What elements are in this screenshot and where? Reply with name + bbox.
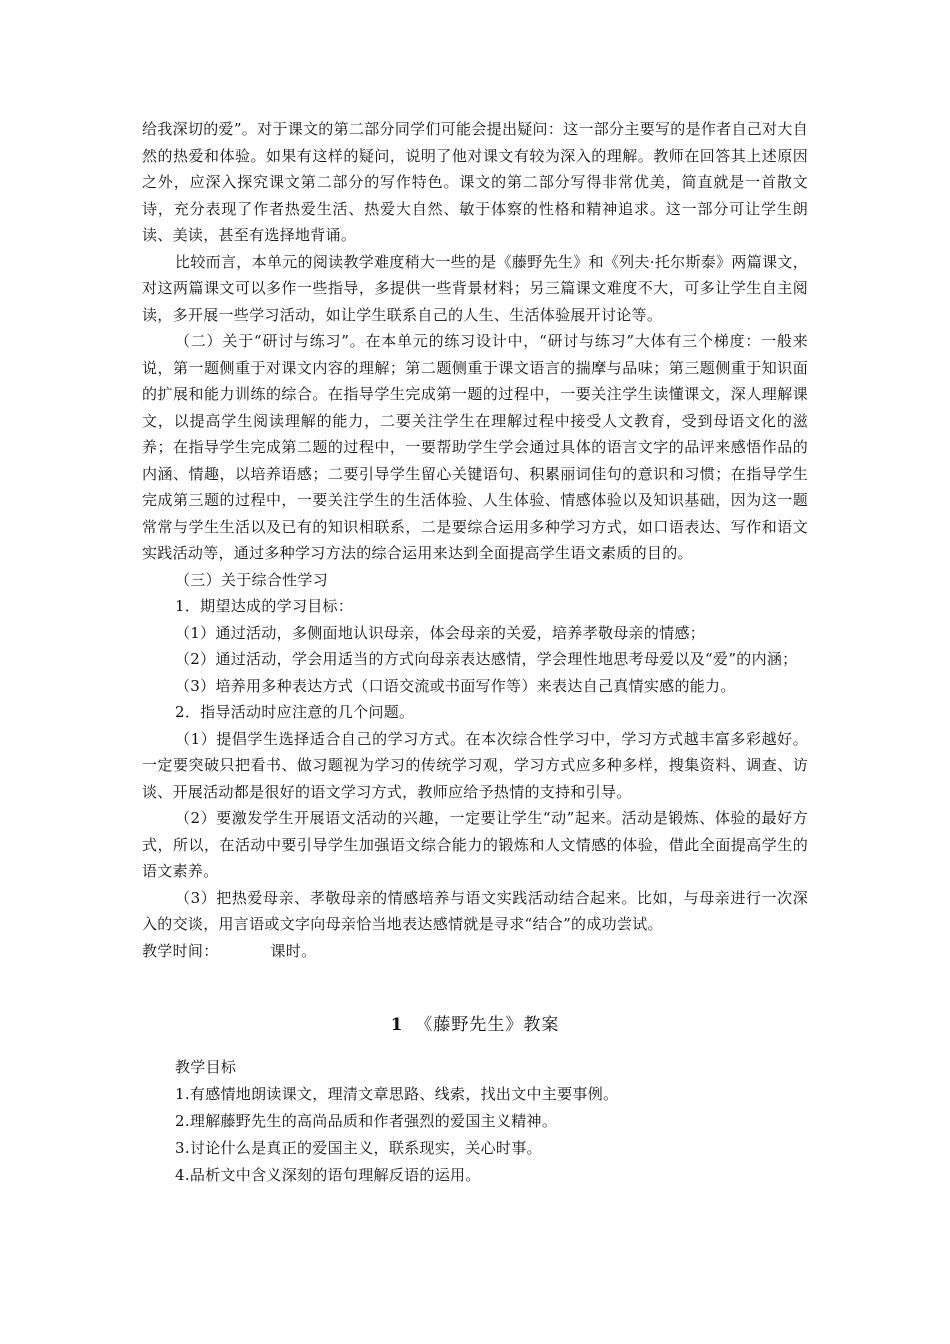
lesson-title-text: 《藤野先生》教案	[415, 1015, 560, 1035]
goals-item: 3.讨论什么是真正的爱国主义，联系现实，关心时事。	[175, 1139, 542, 1157]
teaching-goals	[142, 1054, 808, 1189]
paragraph-part2-analysis: 给我深切的爱”。对于课文的第二部分同学们可能会提出疑问：这一部分主要写的是作者自己对大自然的热爱和体验。如果有这样的疑问，说明了他对课文有较为深入的理解。教师在回答其上述原因之外，应深入探究课文第二部分的写作特色。课文的第二部分写得非常优美，简直就是一首散文诗，充分表现了作者热爱生活、热爱大自然、敏于体察的性格和精神追求。这一部分可让学生朗读、美读，甚至有选择地背诵。	[142, 120, 808, 244]
goal-item-1: （1）通过活动，多侧面地认识母亲，体会母亲的关爱，培养孝敬母亲的情感；	[175, 623, 706, 642]
guidance-item-2: （2）要激发学生开展语文活动的兴趣，一定要让学生“动”起来。活动是锻炼、体验的最好方式，所以，在活动中要引导学生加强语文综合能力的锻炼和人文情感的体验，借此全面提高学生的语文素养。	[142, 809, 808, 880]
paragraph-difficulty-comparison: 比较而言，本单元的阅读教学难度稍大一些的是《藤野先生》和《列夫·托尔斯泰》两篇课文，对这两篇课文可以多作一些指导，多提供一些背景材料；另三篇课文难度不大，可多让学生自主阅读，多开展一些学习活动，如让学生联系自己的人生、生活体验展开讨论等。	[142, 252, 808, 324]
goals-heading: 教学目标	[175, 1058, 237, 1076]
heading-learning-goals: 1．期望达成的学习目标：	[175, 597, 354, 615]
goal-item-2: （2）通过活动，学会用适当的方式向母亲表达感情，学会理性地思考母爱以及“爱”的内涵；	[175, 650, 798, 668]
lesson-title	[142, 1010, 808, 1040]
goals-item: 2.理解藤野先生的高尚品质和作者强烈的爱国主义精神。	[175, 1112, 558, 1130]
heading-guidance-notes: 2．指导活动时应注意的几个问题。	[175, 703, 415, 721]
teaching-time	[142, 938, 808, 965]
guidance-item-1: （1）提倡学生选择适合自己的学习方式。在本次综合性学习中，学习方式越丰富多彩越好。一定要突破只把看书、做习题视为学习的传统学习观，学习方式应多种多样，搜集资料、调查、访谈、开展活动都是很好的语文学习方式，教师应给予热情的支持和引导。	[142, 729, 808, 801]
goals-item: 1.有感情地朗读课文，理清文章思路、线索，找出文中主要事例。	[175, 1085, 619, 1103]
document-page	[142, 116, 808, 1189]
teaching-time-label: 教学时间：	[142, 941, 219, 960]
goal-item-3: （3）培养用多种表达方式（口语交流或书面写作等）来表达自己真情实感的能力。	[175, 676, 736, 695]
heading-comprehensive-study: （三）关于综合性学习	[175, 570, 329, 589]
teaching-time-unit: 课时。	[270, 941, 317, 960]
lesson-number: 1	[390, 1015, 404, 1035]
guidance-item-3: （3）把热爱母亲、孝敬母亲的情感培养与语文实践活动结合起来。比如，与母亲进行一次深入的交谈，用言语或文字向母亲恰当地表达感情就是寻求“结合”的成功尝试。	[142, 888, 808, 933]
goals-item: 4.品析文中含义深刻的语句理解反语的运用。	[175, 1166, 481, 1184]
paragraph-exercises: （二）关于“研讨与练习”。在本单元的练习设计中，“研讨与练习”大体有三个梯度：一般来说，第一题侧重于对课文内容的理解；第二题侧重于课文语言的揣摩与品味；第三题侧重于知识面的扩展和能力训练的综合。在指导学生完成第一题的过程中，一要关注学生读懂课文，深人理解课文，以提高学生阅读理解的能力，二要关注学生在理解过程中接受人文教育，受到母语文化的滋养；在指导学生完成第二题的过程中，一要帮助学生学会通过具体的语言文字的品评来感悟作品的内涵、情趣，以培养语感；二要引导学生留心关键语句、积累丽词佳句的意识和习惯；在指导学生完成第三题的过程中，一要关注学生的生活体验、人生体验、情感体验以及知识基础，因为这一题常常与学生生活以及已有的知识相联系，二是要综合运用多种学习方式，如口语表达、写作和语文实践活动等，通过多种学习方法的综合运用来达到全面提高学生语文素质的目的。	[142, 332, 808, 562]
